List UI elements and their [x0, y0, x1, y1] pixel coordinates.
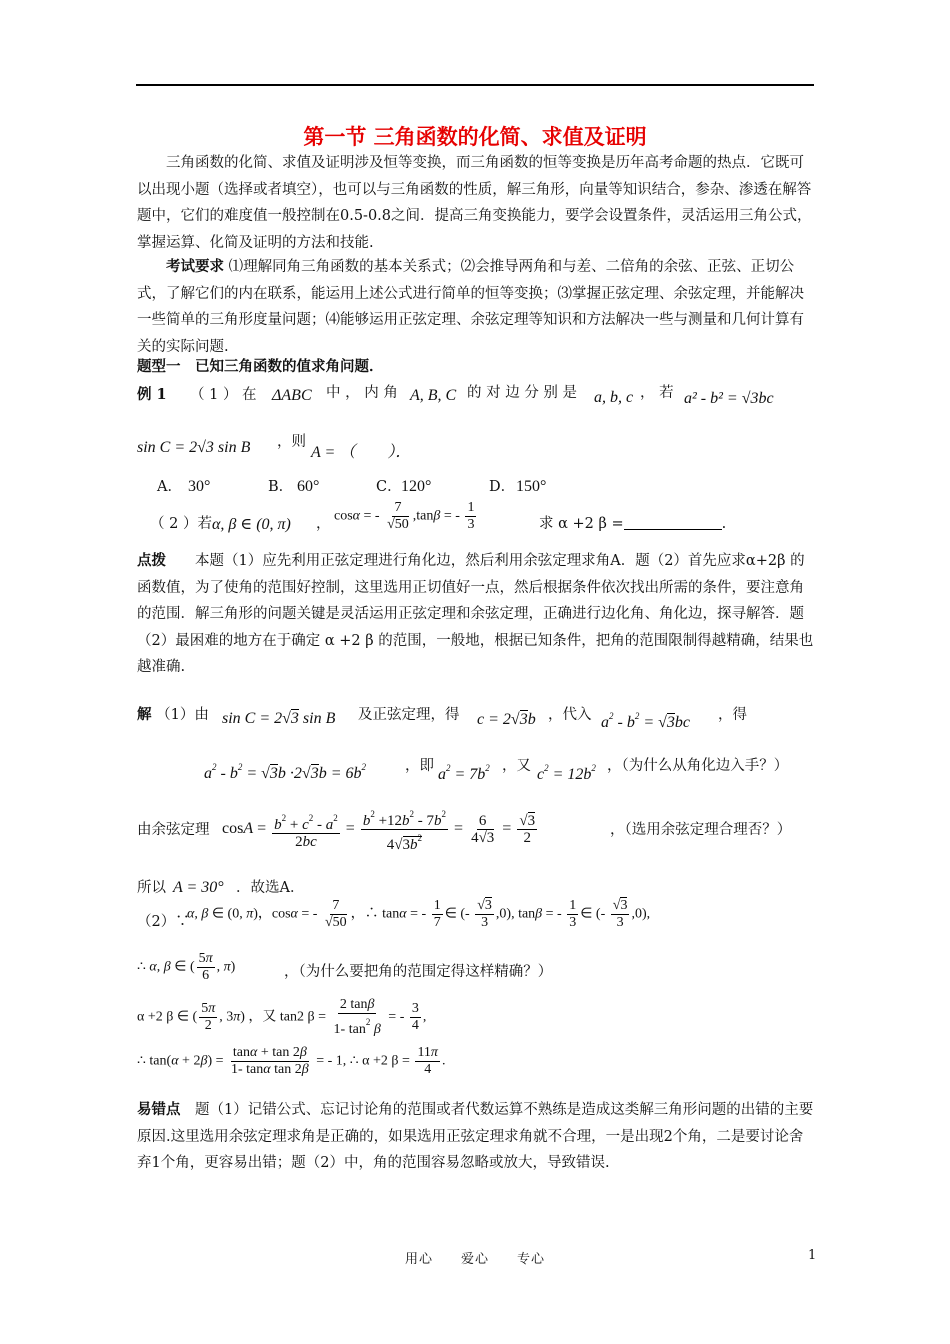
option-b-value: 60°	[297, 478, 320, 495]
header-rule	[136, 84, 814, 86]
option-a-label: A．	[157, 479, 182, 495]
error-label: 易错点	[137, 1101, 181, 1118]
option-c-value: 120°	[401, 478, 432, 495]
option-d-label: D．	[489, 479, 516, 495]
ex1-part2-d: 求 α +2 β = .	[539, 516, 727, 532]
sol-eq-sin: sin C = 2√3 sin B	[222, 710, 336, 727]
option-a-value: 30°	[188, 478, 211, 495]
condition-1: a² - b² = √3bc	[684, 390, 774, 407]
section-title: 第一节 三角函数的化简、求值及证明	[303, 124, 647, 149]
sol-l2-a: ，即	[405, 758, 434, 774]
sol-l2-c: ，（为什么从角化边入手？）	[607, 758, 789, 774]
ex1-part1-d: ， 若	[640, 385, 674, 401]
condition-2: sin C = 2√3 sin B	[137, 439, 251, 456]
ex1-part2-c: ，	[316, 516, 331, 532]
error-text: 题（1）记错公式、忘记讨论角的范围或者代数运算不熟练是造成这类解三角形问题的出错的主要原因.这里选用余弦定理求角是正确的，如果选用正弦定理求角就不合理，一是出现2个角，二是要讨论舍弃1个角，更容易出错；题（2）中，角的范围容易忽略或放大，导致错误.	[137, 1102, 814, 1171]
sol-l2-b: ，又	[502, 758, 531, 774]
ex1-part1-c: 的 对 边 分 别 是	[467, 385, 578, 401]
alpha-beta-range: α, β ∈ (0, π)	[212, 516, 291, 533]
ex1-part1-a: （ 1 ） 在	[190, 387, 257, 403]
solution-line-1: 解 （1）由	[137, 706, 209, 723]
ex1-part1-e: ，则	[277, 434, 306, 450]
option-c-label: C．	[376, 479, 402, 495]
angles-abc: A, B, C	[410, 387, 457, 404]
sol-l6-c: ，（为什么要把角的范围定得这样精确？）	[284, 964, 553, 980]
hint-text: 本题（1）应先利用正弦定理进行角化边，然后利用余弦定理求角A．题（2）首先应求α+2β 的函数值，为了使角的范围好控制，这里选用正切值好一点，然后根据条件依次找出所需的条件，要注意角的范围．解三角形的问题关键是灵活运用正弦定理和余弦定理，正确进行边化角、角化边，探寻解答．题（2）最困难的地方在于确定 α +2 β 的范围，一般地，根据已知条件，把角的范围限制得越精确，结果也越准确.	[137, 553, 814, 675]
sides-abc: a, b, c	[594, 389, 634, 406]
page-number: 1	[808, 1248, 817, 1263]
sol-l1-d: ，得	[718, 707, 747, 723]
ex1-part2-a: （ 2 ）若	[150, 516, 212, 532]
option-b-label: B．	[268, 479, 294, 495]
requirements-label: 考试要求	[166, 258, 224, 275]
sol-l1-b: 及正弦定理，得	[358, 707, 460, 723]
sol-eq-c: c = 2√3b	[477, 711, 536, 728]
requirements-text: ⑴理解同角三角函数的基本关系式；⑵会推导两角和与差、二倍角的余弦、正弦、正切公式，了解它们的内在联系，能运用上述公式进行简单的恒等变换；⑶掌握正弦定理、余弦定理，并能解决一些简单的三角形度量问题；⑷能够运用正弦定理、余弦定理等知识和方法解决一些与测量和几何计算有关的实际问题.	[137, 259, 804, 355]
sol-l1-c: ，代入	[548, 707, 592, 723]
given-cos-tan: cosα = - $\frac{7}{√50}$ ,tanβ = - $\frac{1}{3}$	[334, 500, 475, 532]
question-ask: A = （ ）．	[311, 444, 412, 461]
cosine-law-expression: cosA = $\frac{b^2 + c^2 - a^2}{2bc}$ = $\frac{b^2 +12b^2 - 7b^2}{4√3b^2}$ = $\frac{6}{4√3}$ = $\frac{√3}{2}$	[222, 806, 539, 853]
option-d-value: 150°	[516, 478, 547, 495]
sol-eq-a30: A = 30°	[173, 879, 224, 896]
answer-blank	[624, 515, 722, 530]
sol-l5-a: （2）∵	[137, 914, 190, 930]
sol-part2-range: ∴ α, β ∈ ( $\frac{5\pi}{6}$ , π)	[137, 951, 236, 983]
sol-l4-b: ．故选A．	[236, 880, 305, 896]
sol-eq-a2: $a^2 = 7b^2$	[438, 763, 490, 783]
sol-part2-tan2b: α +2 β ∈ ( $\frac{5\pi}{2}$ , 3π) ，又 tan2 β = $\frac{2 \tan\beta}{1- \tan^2 \beta}$ = - $\frac{3}{4}$ ,	[137, 997, 427, 1037]
solution-label: 解	[137, 706, 152, 723]
triangle-abc: ΔABC	[272, 387, 312, 404]
sol-eq-sub: $a^2 - b^2 = √3b \cdot 2√3b = 6b^2$	[204, 762, 366, 782]
sol-part2-result: ∴ tan(α + 2β) = $\frac{\tan\alpha + \tan 2\beta}{\text{1- tanα tan 2β}}$ = - 1, ∴ α +2 β = $\frac{11\pi}{4}$ .	[137, 1045, 446, 1077]
sol-l3-b: ，（选用余弦定理合理否？）	[610, 822, 792, 838]
example-1-label: 例 1	[137, 386, 167, 403]
hint-paragraph	[137, 548, 817, 681]
intro-paragraph: 三角函数的化简、求值及证明涉及恒等变换，而三角函数的恒等变换是历年高考命题的热点．它既可以出现小题（选择或者填空），也可以与三角函数的性质，解三角形，向量等知识结合，参杂、渗透在解答题中，它们的难度值一般控制在0.5-0.8之间．提高三角变换能力，要学会设置条件，灵活运用三角公式，掌握运算、化简及证明的方法和技能.	[137, 155, 812, 251]
sol-eq-c2: $c^2 = 12b^2$	[537, 763, 596, 783]
question-type-heading: 题型一 已知三角函数的值求角问题．	[137, 358, 384, 375]
page-footer: 用心 爱心 专心	[404, 1252, 545, 1267]
hint-label: 点拨	[137, 552, 166, 569]
sol-eq-cond: $a^2 - b^2 = √3bc$	[601, 711, 691, 731]
sol-l4-a: 所以	[137, 880, 166, 896]
sol-part2-tan-values: α, β ∈ (0, π)，cosα = - $\frac{7}{√50}$ ，∴ tanα = - $\frac{1}{7}$ ∈ (- $\frac{√3}{3}$ ,0), tanβ = - $\frac{1}{3}$ ∈ (- $\frac{√3}{3}$ ,0),	[187, 898, 651, 930]
sol-l3-a: 由余弦定理	[137, 822, 210, 838]
ex1-part1-b: 中 ， 内 角	[326, 385, 398, 401]
error-paragraph	[137, 1097, 817, 1177]
requirements-paragraph	[137, 254, 817, 360]
